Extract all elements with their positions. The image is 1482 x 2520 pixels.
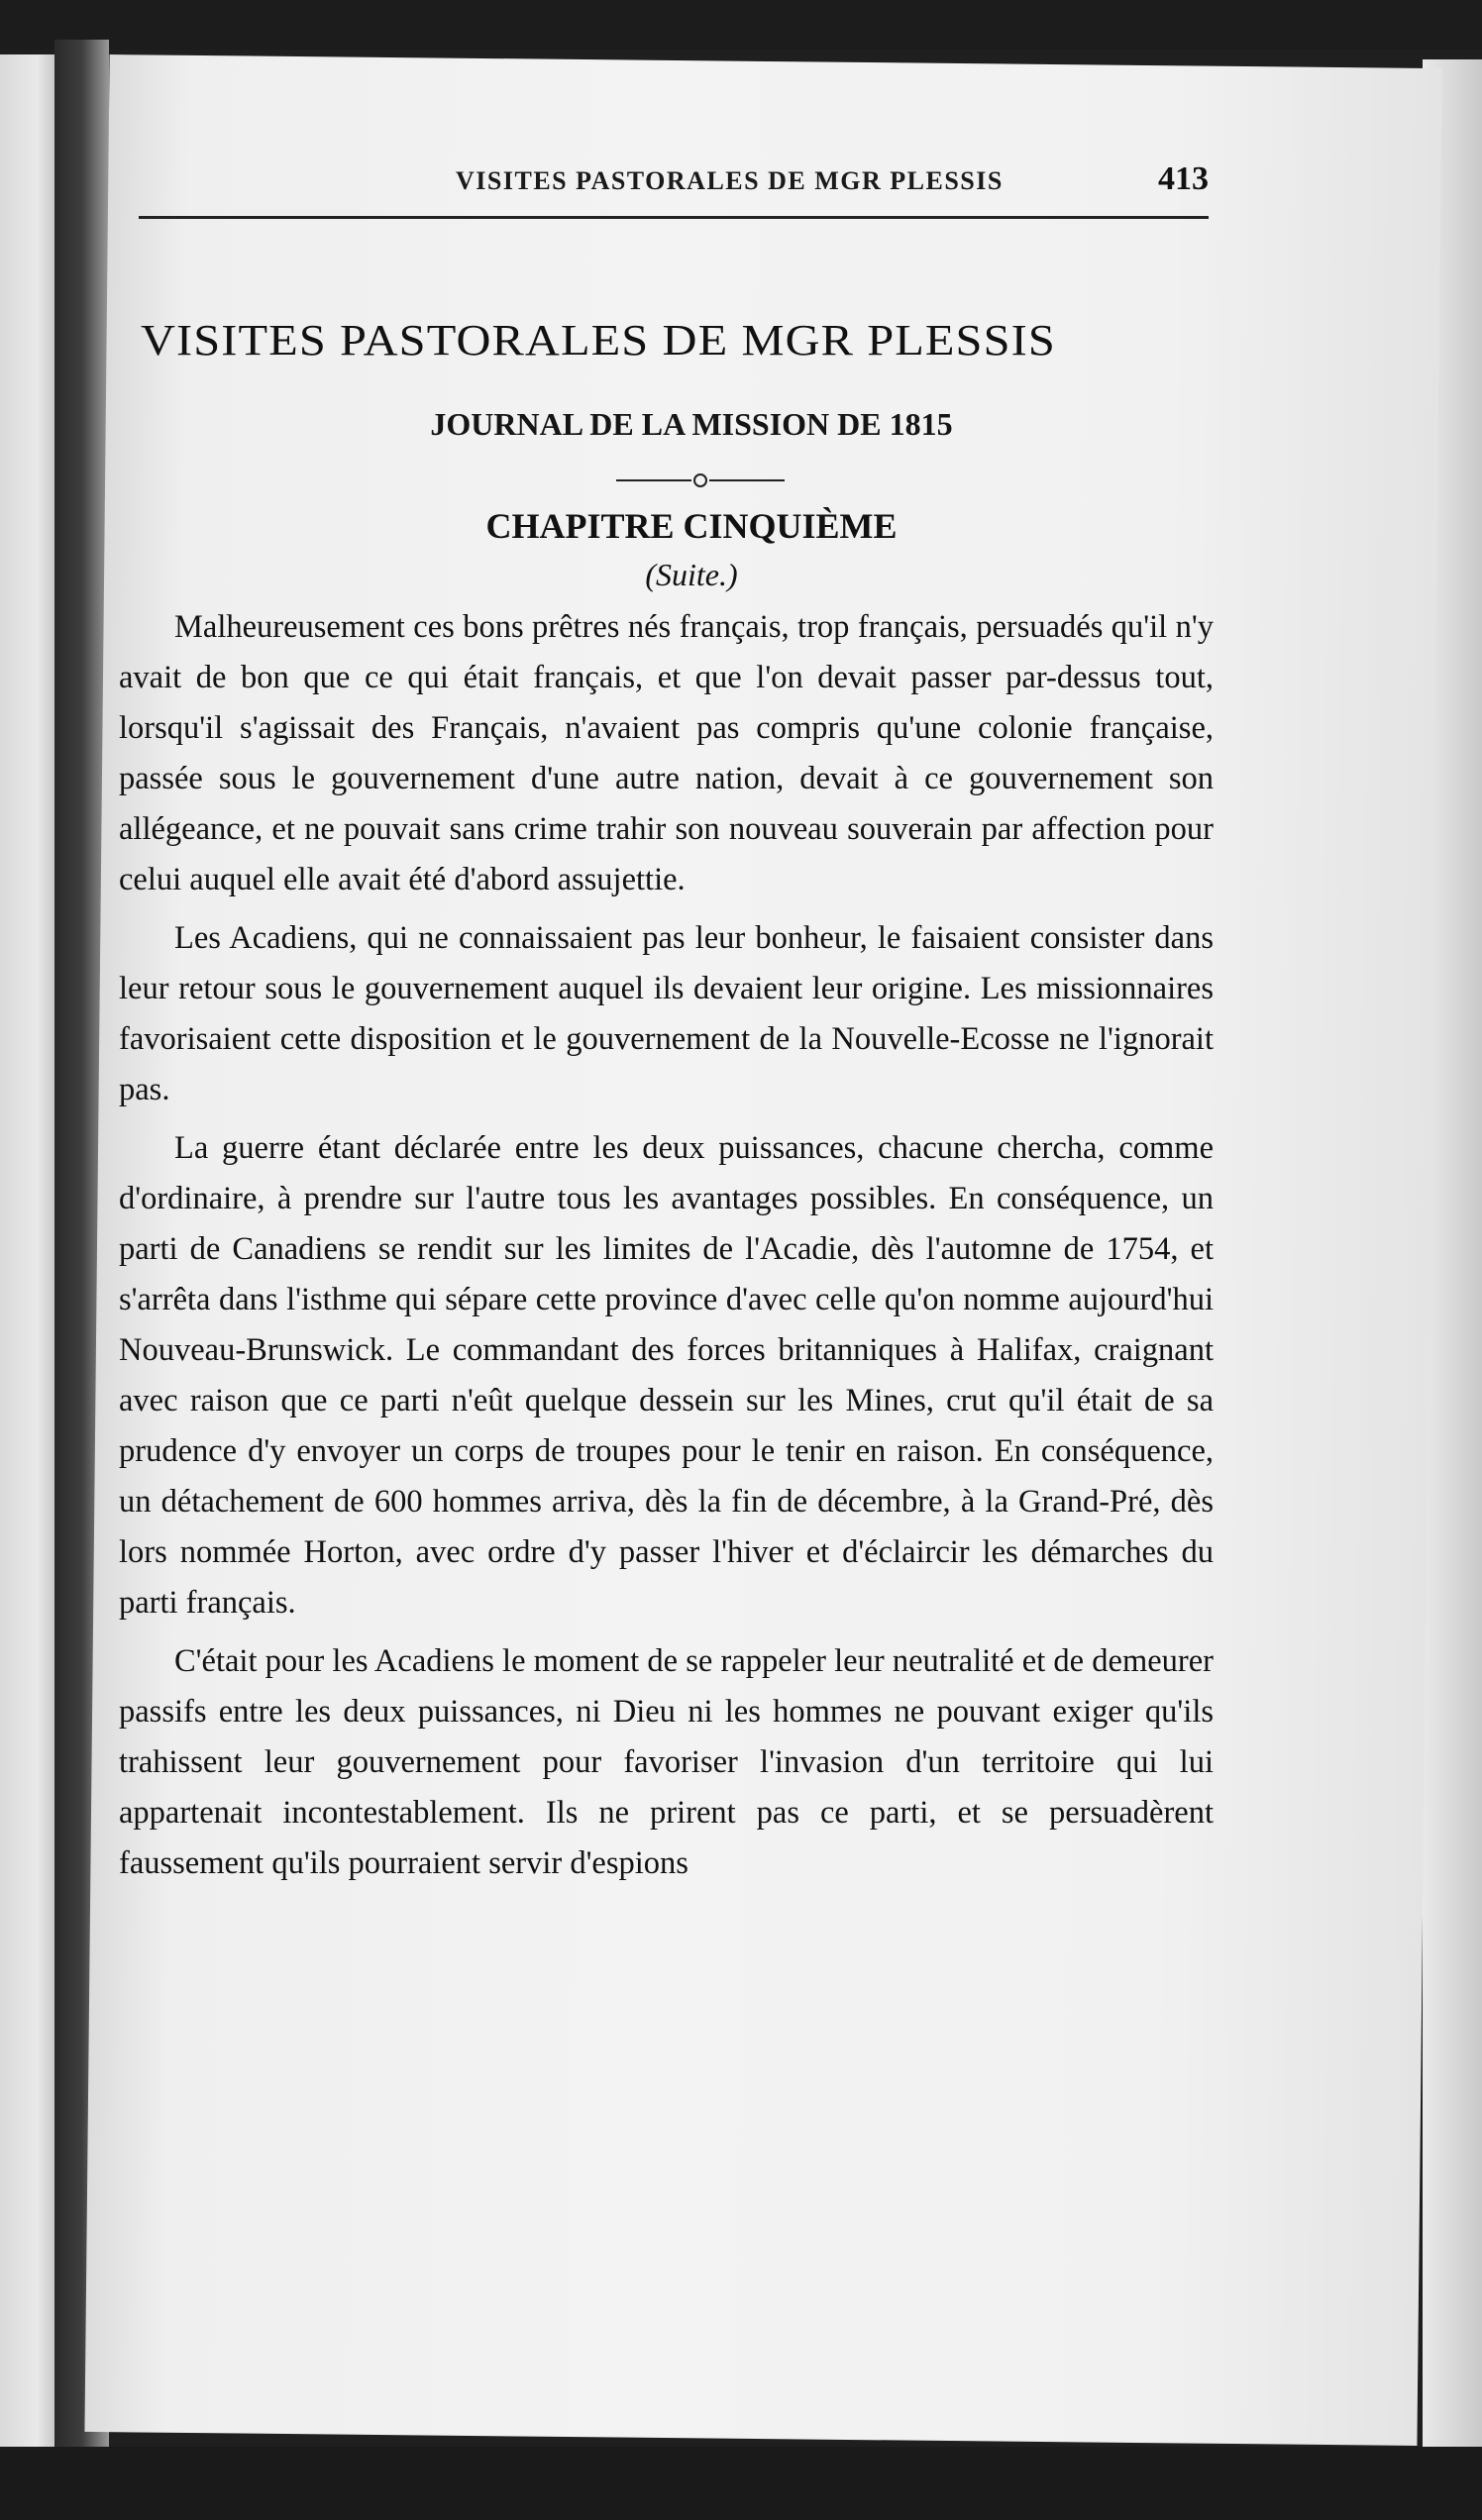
paragraph: Les Acadiens, qui ne connaissaient pas leur bonheur, le faisaient consister dans leur retour sous le gouvernement auquel ils devaient leur origine. Les missionnaires favorisaient cette disposition et le gouvernement de la Nouvelle-Ecosse ne l'ignorait pas. [119, 920, 1214, 1107]
scan-top-edge [0, 0, 1482, 50]
paragraph: La guerre étant déclarée entre les deux puissances, chacune chercha, comme d'ordinaire, à prendre sur l'autre tous les avantages possibles. En conséquence, un parti de Canadiens se rendit sur les limites de l'Acadie, dès l'automne de 1754, et s'arrêta dans l'isthme qui sépare cette province d'avec celle qu'on nomme aujourd'hui Nouveau-Brunswick. Le commandant des forces britanniques à Halifax, craignant avec raison que ce parti n'eût quelque dessein sur les Mines, crut qu'il était de sa prudence d'y envoyer un corps de troupes pour le tenir en raison. En conséquence, un détachement de 600 hommes arriva, dès la fin de décembre, à la Grand-Pré, dès lors nommée Horton, avec ordre d'y passer l'hiver et d'éclaircir les démarches du parti français. [119, 1130, 1214, 1621]
section-divider-ornament [616, 466, 785, 495]
paragraph: C'était pour les Acadiens le moment de se rappeler leur neutralité et de demeurer passifs entre les deux puissances, ni Dieu ni les hommes ne pouvant exiger qu'ils trahissent leur gouvernement pour favoriser l'invasion d'un territoire qui lui appartenait incontestablement. Ils ne prirent pas ce parti, et se persuadèrent faussement qu'ils pourraient servir d'espions [119, 1643, 1214, 1881]
chapter-continued-note: (Suite.) [645, 557, 738, 592]
scan-bottom-edge [0, 2447, 1482, 2520]
running-header [139, 157, 1209, 219]
facing-page-edge [0, 54, 61, 2452]
body-text [119, 602, 1214, 1897]
article-subtitle: JOURNAL DE LA MISSION DE 1815 [430, 406, 953, 442]
paragraph: Malheureusement ces bons prêtres nés français, trop français, persuadés qu'il n'y avait de bon que ce qui était français, et que l'on devait passer par-dessus tout, lorsqu'il s'agissait des Français, n'avaient pas compris qu'une colonie française, passée sous le gouvernement d'une autre nation, devait à ce gouvernement son allégeance, et ne pouvait sans crime trahir son nouveau souverain par affection pour celui auquel elle avait été d'abord assujettie. [119, 609, 1214, 897]
page-number: 413 [1158, 160, 1209, 197]
article-title: VISITES PASTORALES DE MGR PLESSIS [141, 316, 1056, 365]
chapter-heading: CHAPITRE CINQUIÈME [485, 506, 898, 546]
running-title: VISITES PASTORALES DE MGR PLESSIS [456, 166, 1004, 195]
